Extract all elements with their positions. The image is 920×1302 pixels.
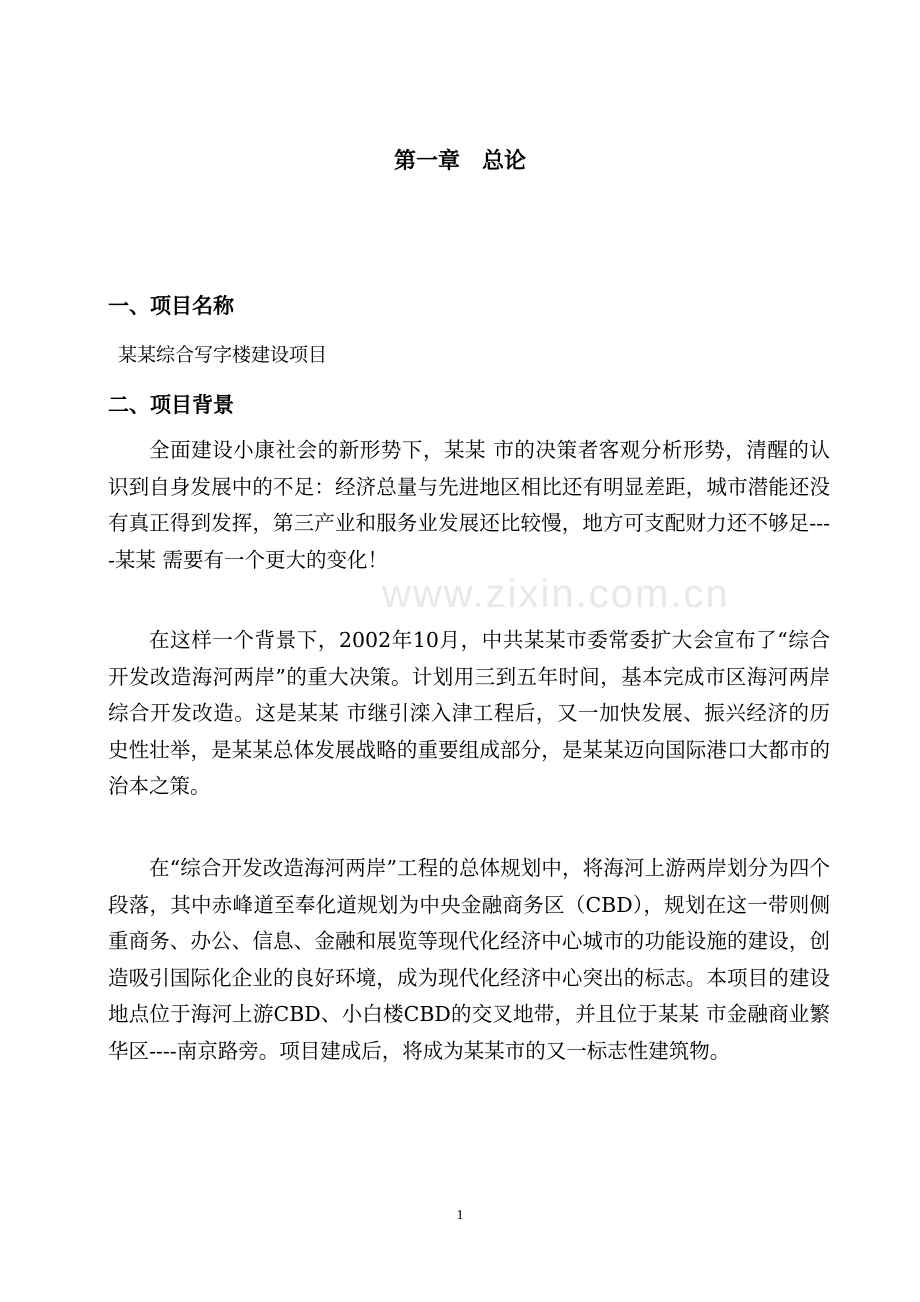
background-paragraph: 在这样一个背景下，2002年10月，中共某某市委常委扩大会宣布了“综合开发改造海河两岸”的重大决策。计划用三到五年时间，基本完成市区海河两岸综合开发改造。这是某某 市继引滦入津工程后，又一加快发展、振兴经济的历史性壮举，是某某总体发展战略的重要组成部分，是某某迈向国际港口大都市的治本之策。: [108, 628, 830, 798]
watermark: www.zixin.com.cn: [382, 572, 730, 616]
background-paragraph: 在“综合开发改造海河两岸”工程的总体规划中，将海河上游两岸划分为四个段落，其中赤峰道至奉化道规划为中央金融商务区（CBD），规划在这一带则侧重商务、办公、信息、金融和展览等现代化经济中心城市的功能设施的建设，创造吸引国际化企业的良好环境，成为现代化经济中心突出的标志。本项目的建设地点位于海河上游CBD、小白楼CBD的交叉地带，并且位于某某 市金融商业繁华区----南京路旁。项目建成后，将成为某某市的又一标志性建筑物。: [108, 856, 830, 1063]
section-heading-project-name: 一、项目名称: [108, 293, 234, 318]
section-heading-project-background: 二、项目背景: [108, 392, 234, 417]
background-paragraph: 全面建设小康社会的新形势下，某某 市的决策者客观分析形势，清醒的认识到自身发展中的不足：经济总量与先进地区相比还有明显差距，城市潜能还没有真正得到发挥，第三产业和服务业发展还比较慢，地方可支配财力还不够足----某某 需要有一个更大的变化！: [108, 438, 830, 572]
page-number: 1: [456, 1208, 464, 1223]
chapter-title: 第一章 总论: [393, 148, 526, 174]
project-name-text: 某某综合写字楼建设项目: [118, 344, 328, 366]
